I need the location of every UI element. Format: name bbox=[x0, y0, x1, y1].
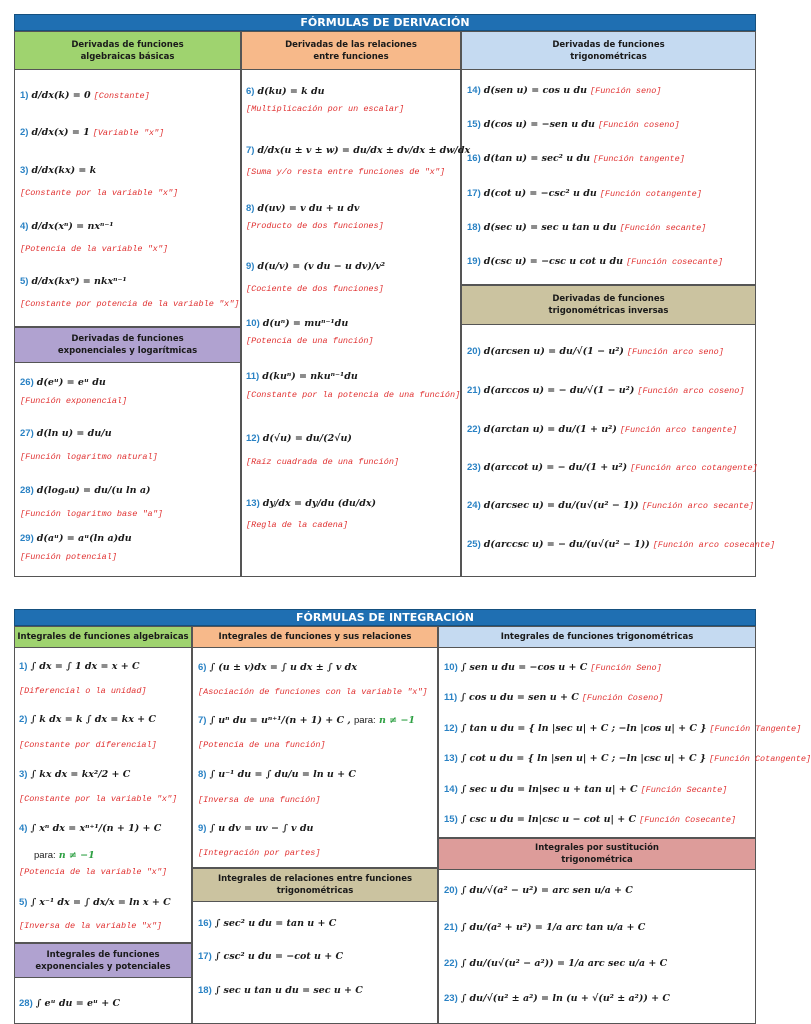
derivative-formula: 24) d(arcsec u) = du/(u√(u² − 1)) [Función arco secante] bbox=[467, 500, 754, 511]
header-integrales-trigonometricas: Integrales de funciones trigonométricas bbox=[438, 626, 756, 648]
integral-note: [Integración por partes] bbox=[198, 848, 321, 858]
derivative-note: [Cociente de dos funciones] bbox=[246, 284, 384, 294]
integral-formula: 23) ∫ du/√(u² ± a²) = ln (u + √(u² ± a²)) + C bbox=[444, 993, 670, 1004]
derivative-formula: 9) d(u/v) = (v du − u dv)/v² bbox=[246, 261, 386, 272]
header-derivadas-algebraicas: Derivadas de funciones algebraicas básicas bbox=[14, 31, 241, 70]
integral-formula: 15) ∫ csc u du = ln|csc u − cot u| + C [Función Cosecante] bbox=[444, 814, 737, 825]
derivative-formula: 29) d(aᵘ) = aᵘ(ln a)du bbox=[20, 533, 132, 544]
derivative-formula: 16) d(tan u) = sec² u du [Función tangente] bbox=[467, 153, 685, 164]
derivative-note: [Constante por la potencia de una función] bbox=[246, 390, 461, 400]
integral-formula: 18) ∫ sec u tan u du = sec u + C bbox=[198, 985, 363, 996]
derivative-formula: 5) d/dx(kxⁿ) = nkxⁿ⁻¹ bbox=[20, 276, 127, 287]
header-derivadas-trigonometricas: Derivadas de funciones trigonométricas bbox=[461, 31, 756, 70]
integral-note: [Inversa de la variable "x"] bbox=[19, 921, 162, 931]
derivative-note: [Función potencial] bbox=[20, 552, 117, 562]
derivative-note: [Producto de dos funciones] bbox=[246, 221, 384, 231]
derivative-formula: 4) d/dx(xⁿ) = nxⁿ⁻¹ bbox=[20, 221, 114, 232]
integral-formula: 8) ∫ u⁻¹ du = ∫ du/u = ln u + C bbox=[198, 769, 356, 780]
col-integrales-relaciones bbox=[192, 648, 438, 868]
derivative-note: [Función exponencial] bbox=[20, 396, 128, 406]
integral-formula: 16) ∫ sec² u du = tan u + C bbox=[198, 918, 337, 929]
derivative-formula: 13) dy/dx = dy/du (du/dx) bbox=[246, 498, 377, 509]
derivative-formula: 6) d(ku) = k du bbox=[246, 86, 325, 97]
integral-note: [Asociación de funciones con la variable "x"] bbox=[198, 687, 428, 697]
derivative-formula: 20) d(arcsen u) = du/√(1 − u²) [Función arco seno] bbox=[467, 346, 724, 357]
derivative-note: [Raíz cuadrada de una función] bbox=[246, 457, 400, 467]
integral-formula: 20) ∫ du/√(a² − u²) = arc sen u/a + C bbox=[444, 885, 633, 896]
derivative-note: [Potencia de la variable "x"] bbox=[20, 244, 168, 254]
integral-formula: 9) ∫ u dv = uv − ∫ v du bbox=[198, 823, 314, 834]
integral-formula: 17) ∫ csc² u du = −cot u + C bbox=[198, 951, 344, 962]
integral-formula: 14) ∫ sec u du = ln|sec u + tan u| + C [Función Secante] bbox=[444, 784, 728, 795]
derivative-formula: 7) d/dx(u ± v ± w) = du/dx ± dv/dx ± dw/dx bbox=[246, 145, 471, 156]
header-integrales-sustitucion: Integrales por sustitución trigonométrica bbox=[438, 838, 756, 870]
integral-condition: para: n ≠ −1 bbox=[34, 850, 95, 861]
derivative-note: [Potencia de una función] bbox=[246, 336, 374, 346]
header-integrales-rel-trig: Integrales de relaciones entre funciones trigonométricas bbox=[192, 868, 438, 902]
derivative-formula: 17) d(cot u) = −csc² u du [Función cotangente] bbox=[467, 188, 702, 199]
derivative-note: [Función logaritmo base "a"] bbox=[20, 509, 163, 519]
derivative-formula: 14) d(sen u) = cos u du [Función seno] bbox=[467, 85, 662, 96]
integral-note: [Constante por diferencial] bbox=[19, 740, 157, 750]
derivative-formula: 19) d(csc u) = −csc u cot u du [Función cosecante] bbox=[467, 256, 723, 267]
integral-formula: 11) ∫ cos u du = sen u + C [Función Coseno] bbox=[444, 692, 664, 703]
header-integrales-algebraicas: Integrales de funciones algebraicas bbox=[14, 626, 192, 648]
integral-note: [Potencia de la variable "x"] bbox=[19, 867, 167, 877]
derivative-note: [Regla de la cadena] bbox=[246, 520, 349, 530]
derivative-formula: 23) d(arccot u) = − du/(1 + u²) [Función arco cotangente] bbox=[467, 462, 758, 473]
integral-formula: 12) ∫ tan u du = { ln |sec u| + C ; −ln |cos u| + C } [Función Tangente] bbox=[444, 723, 802, 734]
derivative-formula: 25) d(arccsc u) = − du/(u√(u² − 1)) [Función arco cosecante] bbox=[467, 539, 776, 550]
derivative-note: [Suma y/o resta entre funciones de "x"] bbox=[246, 167, 445, 177]
derivative-formula: 2) d/dx(x) = 1 [Variable "x"] bbox=[20, 127, 165, 138]
derivative-formula: 1) d/dx(k) = 0 [Constante] bbox=[20, 90, 150, 101]
header-derivadas-inversas: Derivadas de funciones trigonométricas inversas bbox=[461, 285, 756, 325]
integral-note: [Inversa de una función] bbox=[198, 795, 321, 805]
integral-formula: 10) ∫ sen u du = −cos u + C [Función Seno] bbox=[444, 662, 662, 673]
integral-formula: 6) ∫ (u ± v)dx = ∫ u dx ± ∫ v dx bbox=[198, 662, 357, 673]
derivative-formula: 8) d(uv) = v du + u dv bbox=[246, 203, 360, 214]
header-derivadas-relaciones: Derivadas de las relaciones entre funciones bbox=[241, 31, 461, 70]
col-derivadas-trigonometricas bbox=[461, 70, 756, 285]
integral-formula: 22) ∫ du/(u√(u² − a²)) = 1/a arc sec u/a + C bbox=[444, 958, 668, 969]
col-integrales-trigonometricas bbox=[438, 648, 756, 838]
derivative-formula: 26) d(eᵘ) = eᵘ du bbox=[20, 377, 106, 388]
header-derivadas-exponenciales: Derivadas de funciones exponenciales y logarítmicas bbox=[14, 327, 241, 363]
derivative-formula: 15) d(cos u) = −sen u du [Función coseno] bbox=[467, 119, 680, 130]
derivative-note: [Constante por potencia de la variable "x"] bbox=[20, 299, 240, 309]
integral-formula: 13) ∫ cot u du = { ln |sen u| + C ; −ln |csc u| + C } [Función Cotangente] bbox=[444, 753, 811, 764]
derivative-formula: 18) d(sec u) = sec u tan u du [Función secante] bbox=[467, 222, 707, 233]
integral-formula: 1) ∫ dx = ∫ 1 dx = x + C bbox=[19, 661, 140, 672]
derivative-formula: 22) d(arctan u) = du/(1 + u²) [Función arco tangente] bbox=[467, 424, 738, 435]
header-integrales-relaciones: Integrales de funciones y sus relaciones bbox=[192, 626, 438, 648]
integral-formula: 5) ∫ x⁻¹ dx = ∫ dx/x = ln x + C bbox=[19, 897, 171, 908]
derivative-formula: 27) d(ln u) = du/u bbox=[20, 428, 112, 439]
integral-formula: 21) ∫ du/(a² + u²) = 1/a arc tan u/a + C bbox=[444, 922, 646, 933]
integral-note: [Potencia de una función] bbox=[198, 740, 326, 750]
derivative-formula: 11) d(kuⁿ) = nkuⁿ⁻¹du bbox=[246, 371, 358, 382]
integration-title: FÓRMULAS DE INTEGRACIÓN bbox=[14, 609, 756, 626]
derivative-note: [Función logaritmo natural] bbox=[20, 452, 158, 462]
integral-formula: 4) ∫ xⁿ dx = xⁿ⁺¹/(n + 1) + C bbox=[19, 823, 162, 834]
integral-formula: 3) ∫ kx dx = kx²/2 + C bbox=[19, 769, 131, 780]
derivative-note: [Multiplicación por un escalar] bbox=[246, 104, 405, 114]
derivative-formula: 28) d(logₐu) = du/(u ln a) bbox=[20, 485, 151, 496]
integral-formula: 7) ∫ uⁿ du = uⁿ⁺¹/(n + 1) + C , para: n ≠ −1 bbox=[198, 715, 416, 726]
integral-formula: 28) ∫ eᵘ du = eᵘ + C bbox=[19, 998, 121, 1009]
integral-note: [Diferencial o la unidad] bbox=[19, 686, 147, 696]
derivative-formula: 10) d(uⁿ) = muⁿ⁻¹du bbox=[246, 318, 349, 329]
derivation-title: FÓRMULAS DE DERIVACIÓN bbox=[14, 14, 756, 31]
header-integrales-exponenciales: Integrales de funciones exponenciales y potenciales bbox=[14, 943, 192, 978]
integral-note: [Constante por la variable "x"] bbox=[19, 794, 178, 804]
derivative-formula: 21) d(arccos u) = − du/√(1 − u²) [Función arco coseno] bbox=[467, 385, 745, 396]
derivative-formula: 12) d(√u) = du/(2√u) bbox=[246, 433, 352, 444]
derivative-formula: 3) d/dx(kx) = k bbox=[20, 165, 97, 176]
integral-formula: 2) ∫ k dx = k ∫ dx = kx + C bbox=[19, 714, 156, 725]
derivative-note: [Constante por la variable "x"] bbox=[20, 188, 179, 198]
